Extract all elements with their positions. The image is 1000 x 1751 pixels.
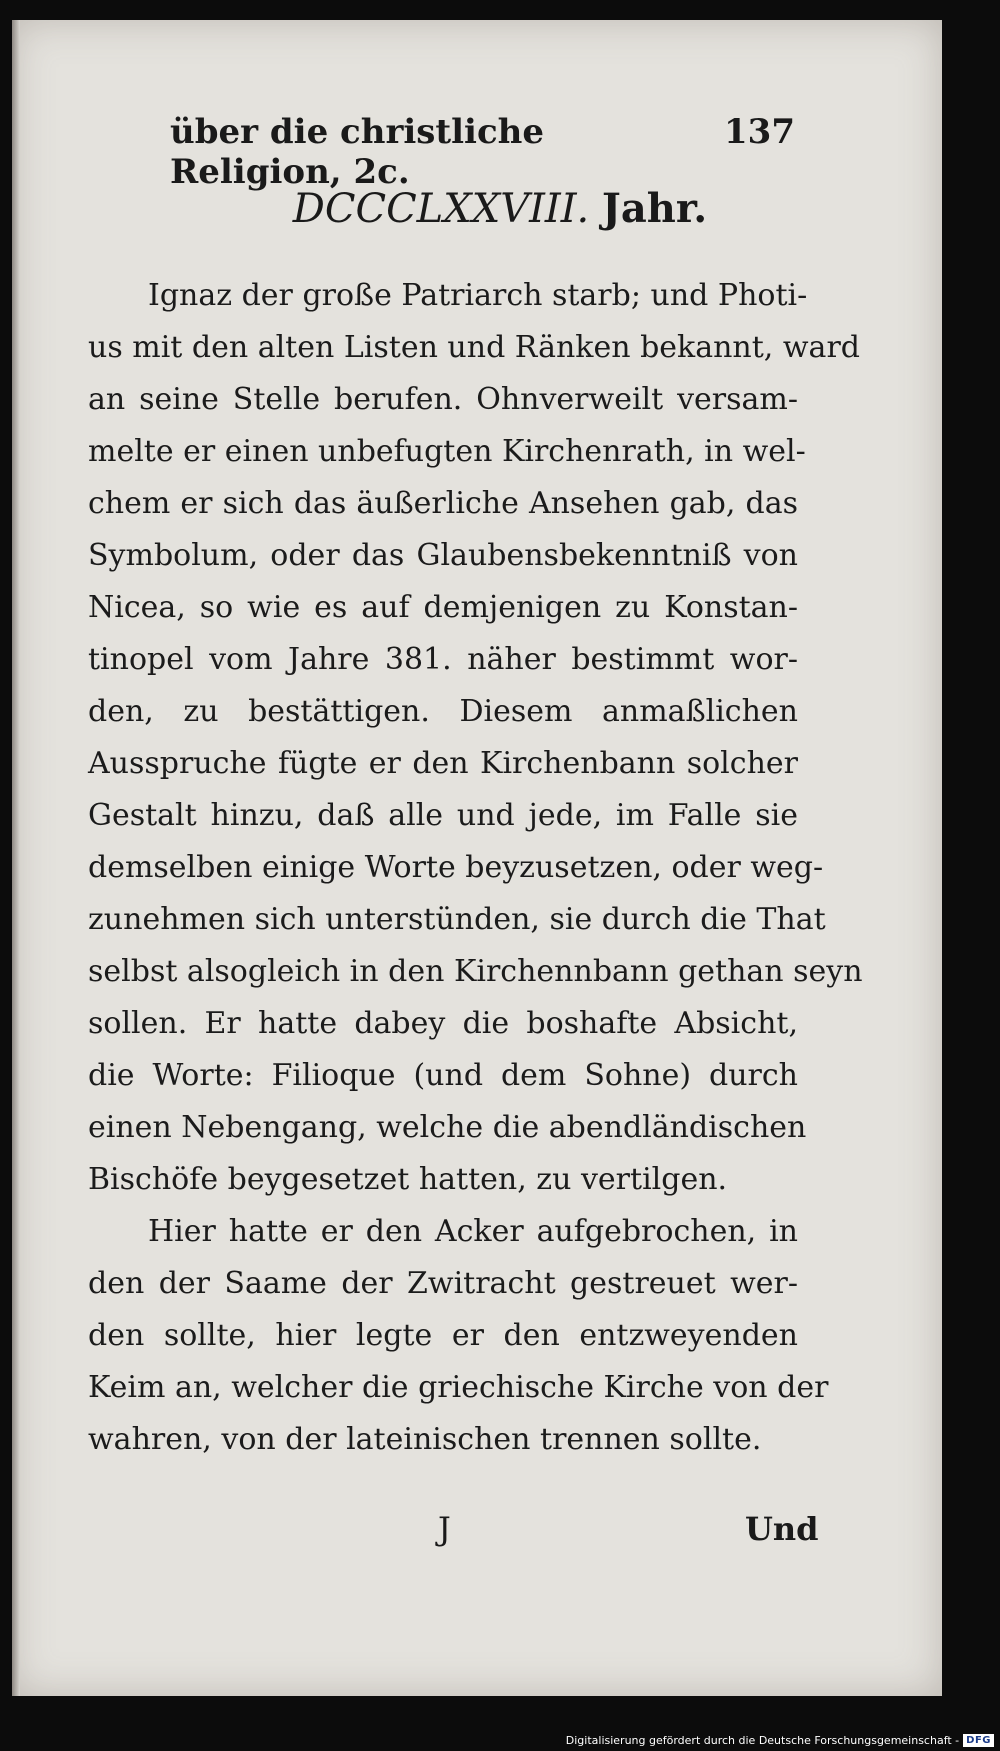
text-line: Bischöfe beygesetzet hatten, zu vertilgen. [88,1162,728,1197]
text-line: den, zu bestättigen. Diesem anmaßlichen [88,694,798,729]
text-line: einen Nebengang, welche die abendländischen [88,1110,807,1145]
text-line: den sollte, hier legte er den entzweyenden [88,1318,798,1353]
dfg-logo-icon: DFG [963,1734,994,1747]
running-header [170,112,795,192]
text-line: Symbolum, oder das Glaubensbekenntniß von [88,538,798,573]
text-line: den der Saame der Zwitracht gestreuet wer- [88,1266,798,1301]
text-line: an seine Stelle berufen. Ohnverweilt versam- [88,382,798,417]
page-number: 137 [724,112,795,152]
text-line: Gestalt hinzu, daß alle und jede, im Falle sie [88,798,798,833]
text-line: wahren, von der lateinischen trennen sollte. [88,1422,762,1457]
year-roman-numeral: DCCCLXXVIII. [292,186,590,232]
text-line: die Worte: Filioque (und dem Sohne) durch [88,1058,798,1093]
text-line: melte er einen unbefugten Kirchenrath, in wel- [88,434,806,469]
text-line: demselben einige Worte beyzusetzen, oder weg- [88,850,824,885]
body-text [88,270,863,1466]
text-line: Ausspruche fügte er den Kirchenbann solcher [88,746,798,781]
text-line: Ignaz der große Patriarch starb; und Photi- [148,278,808,313]
text-line: selbst alsogleich in den Kirchennbann gethan seyn [88,954,863,989]
page-footer [0,1510,1000,1560]
page-binding-edge [12,20,20,1696]
year-word: Jahr. [601,185,708,232]
year-heading [0,185,1000,232]
digitization-credit [566,1734,994,1747]
text-line: tinopel vom Jahre 381. näher bestimmt wor- [88,642,798,677]
text-line: Keim an, welcher die griechische Kirche von der [88,1370,829,1405]
signature-mark: J [438,1510,451,1548]
text-line: zunehmen sich unterstünden, sie durch die That [88,902,826,937]
text-line: chem er sich das äußerliche Ansehen gab, das [88,486,798,521]
catchword: Und [745,1510,819,1548]
text-line: Nicea, so wie es auf demjenigen zu Konstan- [88,590,798,625]
text-line: sollen. Er hatte dabey die boshafte Absicht, [88,1006,798,1041]
text-line: us mit den alten Listen und Ränken bekannt, ward [88,330,860,365]
credit-text: Digitalisierung gefördert durch die Deutsche Forschungsgemeinschaft - [565,1734,960,1747]
running-title: über die christliche Religion, 2c. [170,112,545,192]
text-line: Hier hatte er den Acker aufgebrochen, in [148,1214,798,1249]
